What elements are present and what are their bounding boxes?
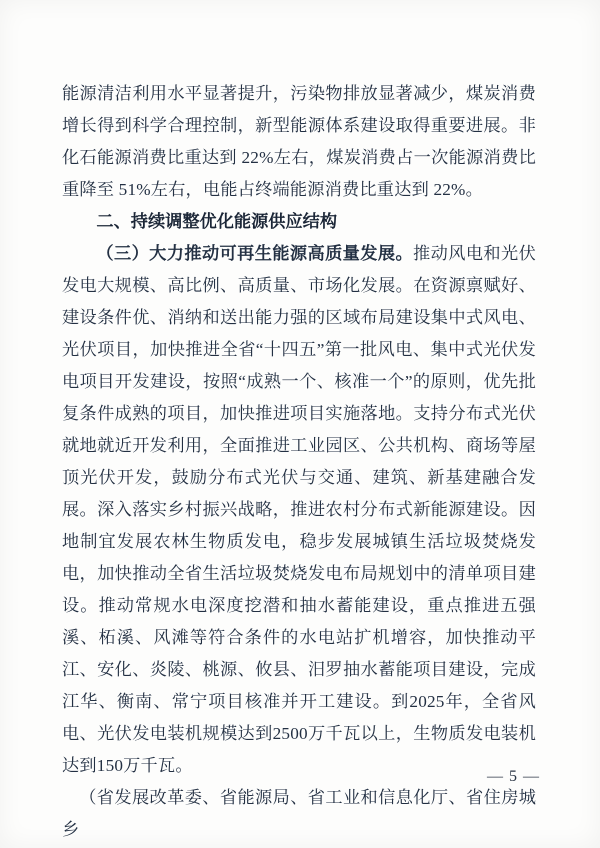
paragraph-responsible-agencies: （省发展改革委、省能源局、省工业和信息化厅、省住房城乡 — [62, 788, 536, 839]
page-number: — 5 — — [487, 768, 540, 785]
page-content — [62, 78, 536, 839]
section-heading-two: 二、持续调整优化能源供应结构 — [96, 212, 338, 231]
paragraph-energy-targets: 能源清洁利用水平显著提升，污染物排放显著减少，煤炭消费增长得到科学合理控制，新型能源体系建设取得重要进展。非化石能源消费比重达到 22%左右，煤炭消费占一次能源消费比重降至 51%左右，电能占终端能源消费比重达到 22%。 — [62, 84, 536, 199]
paragraph-lead-renewable: （三）大力推动可再生能源高质量发展。 — [96, 244, 414, 263]
paragraph-renewable-development — [62, 238, 536, 782]
paragraph-body-renewable: 推动风电和光伏发电大规模、高比例、高质量、市场化发展。在资源禀赋好、建设条件优、消纳和送出能力强的区域布局建设集中式风电、光伏项目，加快推进全省“十四五”第一批风电、集中式光伏发电项目开发建设，按照“成熟一个、核准一个”的原则，优先批复条件成熟的项目，加快推进项目实施落地。支持分布式光伏就地就近开发利用，全面推进工业园区、公共机构、商场等屋顶光伏开发，鼓励分布式光伏与交通、建筑、新基建融合发展。深入落实乡村振兴战略，推进农村分布式新能源建设。因地制宜发展农林生物质发电，稳步发展城镇生活垃圾焚烧发电，加快推动全省生活垃圾焚烧发电布局规划中的清单项目建设。推动常规水电深度挖潜和抽水蓄能建设，重点推进五强溪、柘溪、风滩等符合条件的水电站扩机增容，加快推动平江、安化、炎陵、桃源、攸县、汨罗抽水蓄能项目建设，完成江华、衡南、常宁项目核准并开工建设。到2025年，全省风电、光伏发电装机规模达到2500万千瓦以上，生物质发电装机达到150万千瓦。 — [62, 244, 536, 775]
